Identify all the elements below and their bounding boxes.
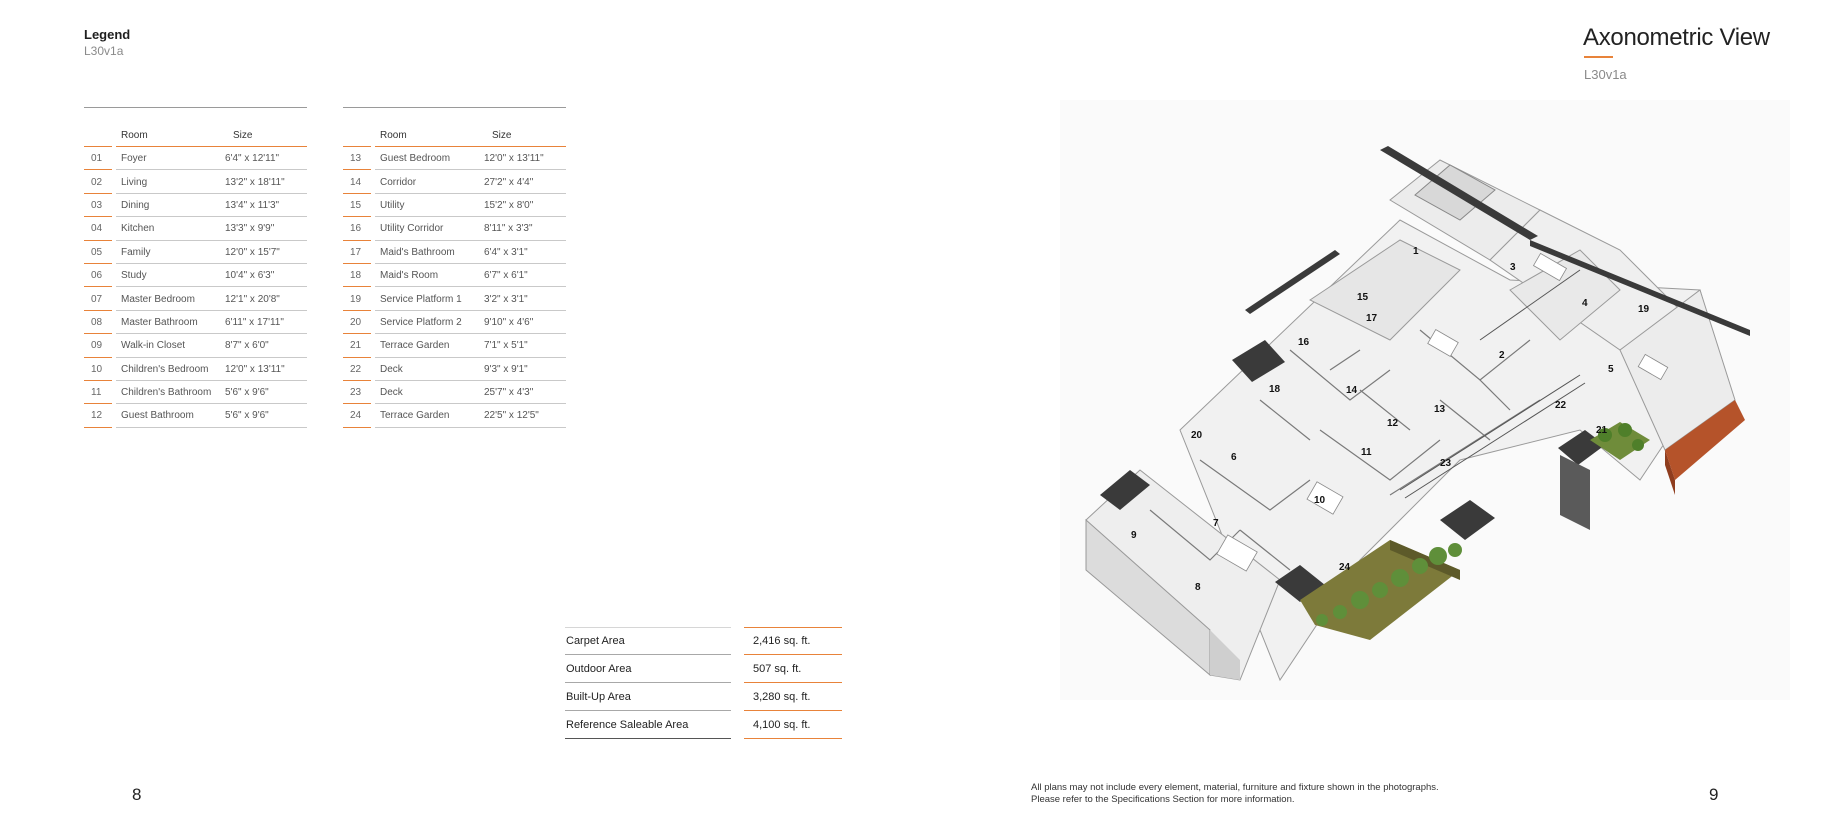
row-room-name: Master Bedroom [121,293,195,305]
column-header-room: Room [121,130,148,141]
plan-label: 24 [1339,562,1351,573]
plan-label: 7 [1213,518,1219,529]
row-room-size: 22'5" x 12'5" [484,410,539,422]
row-room-size: 5'6" x 9'6" [225,387,269,399]
area-value: 2,416 sq. ft. [753,635,811,647]
table-row [343,287,566,310]
row-number: 22 [350,363,362,375]
row-number: 07 [91,293,103,305]
table-row [84,358,307,381]
plan-label: 13 [1434,404,1446,415]
table-row [343,358,566,381]
plan-label: 22 [1555,400,1567,411]
table-row [84,194,307,217]
table-row [343,147,566,170]
plan-label: 17 [1366,313,1378,324]
column-header-room: Room [380,130,407,141]
row-room-size: 6'4" x 12'11" [225,153,280,165]
axonometric-title: Axonometric View [1583,24,1770,51]
row-number: 18 [350,270,362,282]
row-number: 03 [91,199,103,211]
row-room-name: Children's Bathroom [121,387,212,399]
area-value: 4,100 sq. ft. [753,719,811,731]
row-room-size: 9'3" x 9'1" [484,363,528,375]
row-room-name: Master Bathroom [121,316,198,328]
row-number: 12 [91,410,103,422]
row-room-size: 13'2" x 18'11" [225,176,285,188]
row-room-size: 8'11" x 3'3" [484,223,533,235]
row-room-size: 6'11" x 17'11" [225,316,284,328]
row-room-name: Deck [380,387,403,399]
room-table-left [84,107,307,428]
row-number: 24 [350,410,362,422]
plan-label: 10 [1314,495,1326,506]
disclaimer [1031,782,1439,806]
row-room-size: 12'1" x 20'8" [225,293,280,305]
title-accent-rule [1584,56,1613,58]
disclaimer-line-2: Please refer to the Specifications Section for more information. [1031,794,1295,805]
row-room-name: Utility Corridor [380,223,444,235]
legend-title: Legend [84,27,131,42]
row-number: 23 [350,387,362,399]
table-row [343,381,566,404]
row-room-name: Kitchen [121,223,155,235]
row-number: 17 [350,246,362,258]
plan-label: 21 [1596,425,1608,436]
row-number: 06 [91,270,103,282]
row-room-name: Corridor [380,176,417,188]
row-room-name: Maid's Bathroom [380,246,455,258]
plan-label: 6 [1231,452,1237,463]
row-room-name: Utility [380,199,405,211]
table-row [84,147,307,170]
row-number: 04 [91,223,103,235]
table-row [84,404,307,427]
axonometric-subtitle: L30v1a [1584,67,1627,82]
area-row-saleable [565,711,842,739]
plan-label: 3 [1510,262,1516,273]
plan-label: 4 [1582,298,1588,309]
row-room-size: 6'4" x 3'1" [484,246,528,258]
row-number: 09 [91,340,103,352]
row-number: 19 [350,293,362,305]
disclaimer-line-1: All plans may not include every element, material, furniture and fixture shown in the photographs. [1031,782,1439,793]
row-number: 13 [350,153,362,165]
column-header-size: Size [492,130,512,141]
table-row [343,311,566,334]
page-number-right: 9 [1709,785,1719,804]
area-value: 3,280 sq. ft. [753,691,811,703]
plan-label: 8 [1195,582,1201,593]
row-number: 20 [350,316,362,328]
row-room-size: 3'2" x 3'1" [484,293,528,305]
table-row [343,170,566,193]
table-row [343,264,566,287]
legend-subtitle: L30v1a [84,44,124,58]
row-room-size: 5'6" x 9'6" [225,410,269,422]
row-room-name: Guest Bathroom [121,410,194,422]
row-room-name: Study [121,270,147,282]
row-room-size: 15'2" x 8'0" [484,199,534,211]
row-room-size: 12'0" x 15'7" [225,246,280,258]
table-row [84,217,307,240]
table-row [84,381,307,404]
plan-label: 2 [1499,350,1505,361]
row-room-name: Terrace Garden [380,410,450,422]
row-room-size: 13'4" x 11'3" [225,199,280,211]
table-row [343,217,566,240]
row-number: 01 [91,153,103,165]
area-row-built-up [565,683,842,711]
area-row-outdoor [565,655,842,683]
plan-label: 19 [1638,304,1650,315]
row-number: 02 [91,176,103,188]
row-room-name: Terrace Garden [380,340,450,352]
row-room-size: 12'0" x 13'11" [225,363,285,375]
plan-label: 15 [1357,292,1369,303]
plan-label: 1 [1413,246,1419,257]
area-label: Outdoor Area [566,663,632,675]
table-row [343,194,566,217]
row-room-name: Guest Bedroom [380,153,451,165]
plan-label: 9 [1131,530,1137,541]
row-room-name: Service Platform 1 [380,293,462,305]
table-row [84,264,307,287]
row-room-size: 12'0" x 13'11" [484,153,544,165]
plan-label: 18 [1269,384,1281,395]
row-room-name: Living [121,176,148,188]
row-room-size: 25'7" x 4'3" [484,387,534,399]
table-row [343,241,566,264]
row-number: 14 [350,176,362,188]
page-number-left: 8 [132,785,142,804]
row-number: 11 [91,387,102,399]
table-row [84,241,307,264]
table-row [84,170,307,193]
row-room-name: Family [121,246,151,258]
plan-label: 12 [1387,418,1399,429]
row-room-name: Children's Bedroom [121,363,209,375]
table-row [84,287,307,310]
row-room-size: 7'1" x 5'1" [484,340,528,352]
row-room-size: 8'7" x 6'0" [225,340,269,352]
row-number: 16 [350,223,362,235]
area-summary [565,627,842,739]
row-room-name: Deck [380,363,403,375]
plan-label: 23 [1440,458,1452,469]
row-room-name: Service Platform 2 [380,316,462,328]
plan-label: 11 [1361,447,1372,458]
area-value: 507 sq. ft. [753,663,802,675]
area-label: Reference Saleable Area [566,719,689,731]
row-room-size: 6'7" x 6'1" [484,270,528,282]
table-row [343,404,566,427]
column-header-size: Size [233,130,253,141]
table-row [84,311,307,334]
axonometric-floor-plan [1060,100,1790,700]
table-row [84,334,307,357]
row-number: 08 [91,316,103,328]
row-number: 15 [350,199,362,211]
area-label: Built-Up Area [566,691,631,703]
row-number: 10 [91,363,103,375]
row-room-name: Foyer [121,153,147,165]
row-room-size: 13'3" x 9'9" [225,223,275,235]
row-room-size: 9'10" x 4'6" [484,316,534,328]
table-row [343,334,566,357]
row-room-size: 27'2" x 4'4" [484,176,534,188]
area-label: Carpet Area [566,635,625,647]
area-row-carpet [565,627,842,655]
row-room-size: 10'4" x 6'3" [225,270,275,282]
plan-label: 14 [1346,385,1358,396]
row-room-name: Dining [121,199,150,211]
row-number: 05 [91,246,103,258]
row-number: 21 [350,340,362,352]
room-table-right [343,107,566,428]
plan-label: 16 [1298,337,1310,348]
plan-label: 20 [1191,430,1203,441]
row-room-name: Walk-in Closet [121,340,186,352]
plan-label: 5 [1608,364,1614,375]
row-room-name: Maid's Room [380,270,439,282]
